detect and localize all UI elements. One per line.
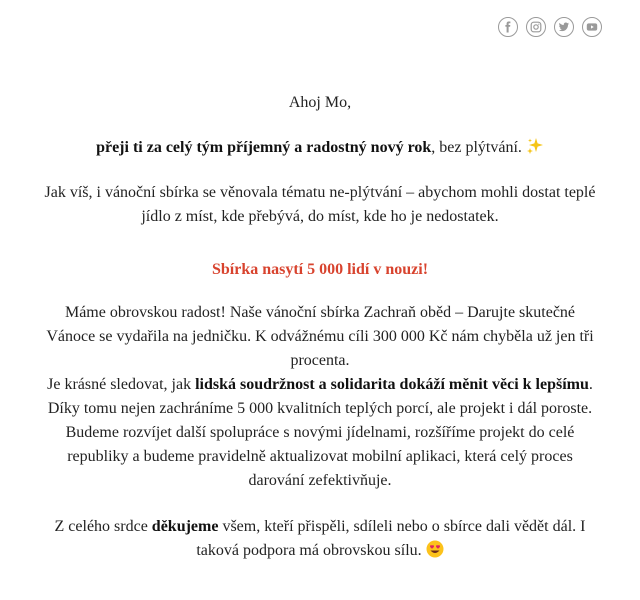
thanks-paragraph [40,515,600,566]
instagram-link[interactable] [526,17,546,37]
body-bold: lidská soudržnost a solidarita dokáží měnit věci k lepšímu [195,376,589,393]
heart-eyes-icon [426,540,444,566]
social-links [498,17,602,37]
sparkles-icon [526,137,544,163]
greeting: Ahoj Mo, [288,94,352,111]
youtube-link[interactable] [582,17,602,37]
intro-paragraph: Jak víš, i vánoční sbírka se věnovala tématu ne-plýtvání – abychom mohli dostat teplé jídlo z míst, kde přebývá, do míst, kde ho je nedostatek. [44,184,596,225]
thanks-part2: všem, kteří přispěli, sdíleli nebo o sbírce dali vědět dál. I taková podpora má obrovskou sílu. [196,518,586,559]
facebook-link[interactable] [498,17,518,37]
body-part1: Máme obrovskou radost! Naše vánoční sbírka Zachraň oběd – Darujte skutečné Vánoce se vydařila na jedničku. K odvážnému cíli 300 000 Kč nám chyběla už jen tři procenta. [46,304,594,369]
body-part2: Je krásné sledovat, jak [47,376,196,393]
facebook-icon [502,21,514,33]
body-part3: . Díky tomu nejen zachráníme 5 000 kvalitních teplých porcí, ale projekt i dál poroste. Budeme rozvíjet další spolupráce s novými jídelnami, rozšíříme projekt do celé republiky a budeme pravidelně aktualizovat mobilní aplikaci, která celý proces darování zefektivňuje. [47,376,593,489]
main-paragraph [40,301,600,493]
twitter-icon [558,21,570,33]
highlight-heading: Sbírka nasytí 5 000 lidí v nouzi! [211,261,429,278]
new-year-wish [40,136,600,163]
thanks-bold: děkujeme [151,518,219,535]
instagram-icon [530,21,542,33]
thanks-part1: Z celého srdce [54,518,152,535]
youtube-icon [586,21,598,33]
wish-rest: , bez plýtvání. [431,139,522,156]
wish-bold: přeji ti za celý tým příjemný a radostný nový rok [96,139,432,156]
twitter-link[interactable] [554,17,574,37]
